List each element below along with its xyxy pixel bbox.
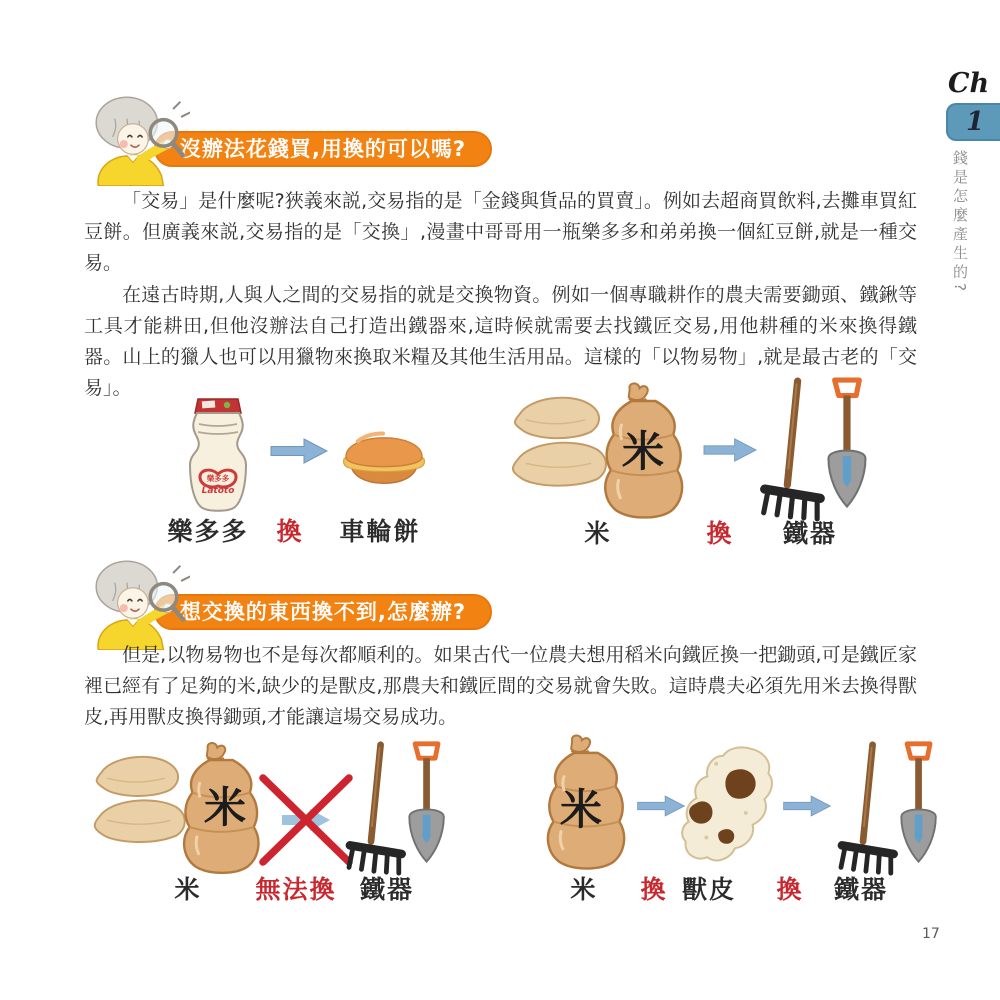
label-rice: 米 [570, 875, 598, 904]
section1-banner: 沒辦法花錢買,用換的可以嗎? [154, 131, 492, 167]
bottle-heart-text: 樂多多 [206, 474, 230, 483]
bottle-brand-text: Latoto [201, 486, 235, 496]
animal-hide-icon [676, 744, 780, 870]
rice-character: 米 [621, 427, 664, 476]
exchange-arrow-icon [268, 437, 330, 465]
paragraph-1: 「交易」是什麼呢?狹義來説,交易指的是「金錢與貨品的買賣」。例如去超商買飲料,去攤車買紅豆餅。但廣義來説,交易指的是「交換」,漫畫中哥哥用一瓶樂多多和弟弟換一個紅豆餅,就是一種交易。 [84, 190, 917, 274]
label-exchange-2: 換 [706, 519, 734, 548]
chapter-label: Ch [948, 68, 990, 99]
label-iron-tools: 鐵器 [833, 875, 888, 904]
label-iron-tools: 鐵器 [782, 519, 837, 548]
kid-magnifier-icon [84, 556, 190, 650]
iron-tools-icon [754, 376, 870, 522]
wheel-cake-icon [338, 414, 430, 492]
label-exchange-1: 換 [276, 517, 304, 546]
label-cannot-exchange: 無法換 [255, 875, 337, 904]
label-wheel-cake: 車輪餅 [339, 517, 421, 546]
paragraph-3: 但是,以物易物也不是每次都順利的。如果古代一位農夫想用稻米向鐵匠換一把鋤頭,可是鐵匠家裡已經有了足夠的米,缺少的是獸皮,那農夫和鐵匠間的交易就會失敗。這時農夫必須先用米去換得獸皮,再用獸皮換得鋤頭,才能讓這場交易成功。 [84, 644, 917, 728]
rice-character: 米 [559, 785, 602, 834]
paragraph-2: 在遠古時期,人與人之間的交易指的就是交換物資。例如一個專職耕作的農夫需要鋤頭、鐵鍬等工具才能耕田,但他沒辦法自己打造出鐵器來,這時候就需要去找鐵匠交易,用他耕種的米來換得鐵器。山上的獵人也可以用獵物來換取米糧及其他生活用品。這樣的「以物易物」,就是最古老的「交易」。 [84, 284, 917, 399]
chapter-vertical-title: 錢是怎麼產生的? [951, 150, 969, 295]
label-rice: 米 [584, 519, 612, 548]
rice-character: 米 [203, 783, 246, 832]
page-number: 17 [922, 926, 940, 942]
yogurt-bottle-icon [172, 394, 264, 516]
kid-magnifier-icon [84, 92, 190, 186]
iron-tools-icon [832, 740, 940, 876]
iron-tools-icon [340, 740, 448, 876]
label-iron-tools: 鐵器 [359, 875, 414, 904]
label-rice: 米 [174, 875, 202, 904]
chapter-number-tab: 1 [946, 103, 1000, 141]
label-animal-hide: 獸皮 [681, 875, 736, 904]
exchange-arrow-icon [782, 794, 832, 818]
label-exchange-4: 換 [776, 875, 804, 904]
label-exchange-3: 換 [640, 875, 668, 904]
section2-banner: 想交換的東西換不到,怎麼辦? [154, 594, 492, 630]
exchange-arrow-icon [702, 437, 758, 463]
label-yogurt: 樂多多 [167, 517, 249, 546]
